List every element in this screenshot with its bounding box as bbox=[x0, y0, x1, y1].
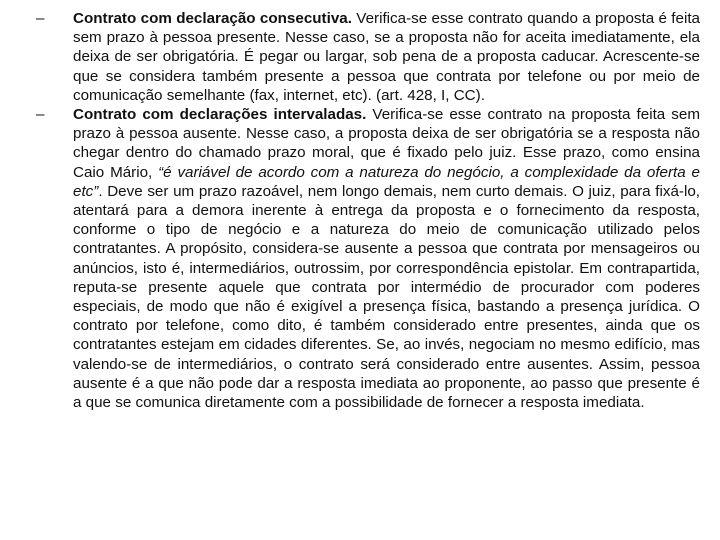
paragraph-list bbox=[36, 9, 700, 412]
item-heading: Contrato com declaração consecutiva. bbox=[73, 10, 352, 27]
item-heading: Contrato com declarações intervaladas. bbox=[73, 106, 367, 124]
dash-bullet: – bbox=[36, 106, 45, 124]
list-item-declaracoes-intervaladas bbox=[36, 105, 700, 412]
list-item-declaracao-consecutiva bbox=[36, 9, 700, 105]
item-text: Verifica-se esse contrato quando a proposta é feita sem prazo à pessoa presente. Nesse caso, se a proposta não for aceita imediatamente, ela deixa de ser obrigatória. É pegar ou largar, sob pena de a proposta caducar. Acrescente-se que se considera também presente a pessoa que contrata por telefone ou por meio de comunicação semelhante (fax, internet, etc). (art. 428, I, CC). bbox=[73, 10, 701, 104]
dash-bullet: – bbox=[36, 10, 45, 27]
caio-mario-quote: “é variável de acordo com a natureza do negócio, a complexidade da oferta e etc” bbox=[73, 163, 700, 200]
item-text-before-quote: Verifica-se esse contrato na proposta feita sem prazo à pessoa ausente. Nesse caso, a proposta deixa de ser obrigatória se a resposta não chegar dentro do chamado prazo moral, que é fixado pelo juiz. Esse prazo, como ensina Caio Mário, bbox=[73, 106, 700, 181]
item-text-after-quote: . Deve ser um prazo razoável, nem longo demais, nem curto demais. O juiz, para fixá-lo, atentará para a demora inerente à entrega da proposta e o fornecimento da resposta, conforme o tipo de negócio e a natureza do meio de comunicação utilizado pelos contratantes. A propósito, considera-se ausente a pessoa que contrata por mensageiros ou anúncios, isto é, intermediários, outrossim, por correspondência epistolar. Em contrapartida, reputa-se presente aquele que contrata por intermédio de procurador com poderes especiais, de modo que não é exigível a presença física, bastando a presença jurídica. O contrato por telefone, como dito, é também considerado entre presentes, ainda que os contratantes estejam em cidades diferentes. Se, ao invés, negociam no mesmo edifício, mas valendo-se de intermediários, o contrato será considerado entre ausentes. Assim, pessoa ausente é a que não pode dar a resposta imediata ao proponente, ao passo que presente é a que se comunica diretamente com a possibilidade de fornecer a resposta imediata. bbox=[73, 182, 700, 412]
